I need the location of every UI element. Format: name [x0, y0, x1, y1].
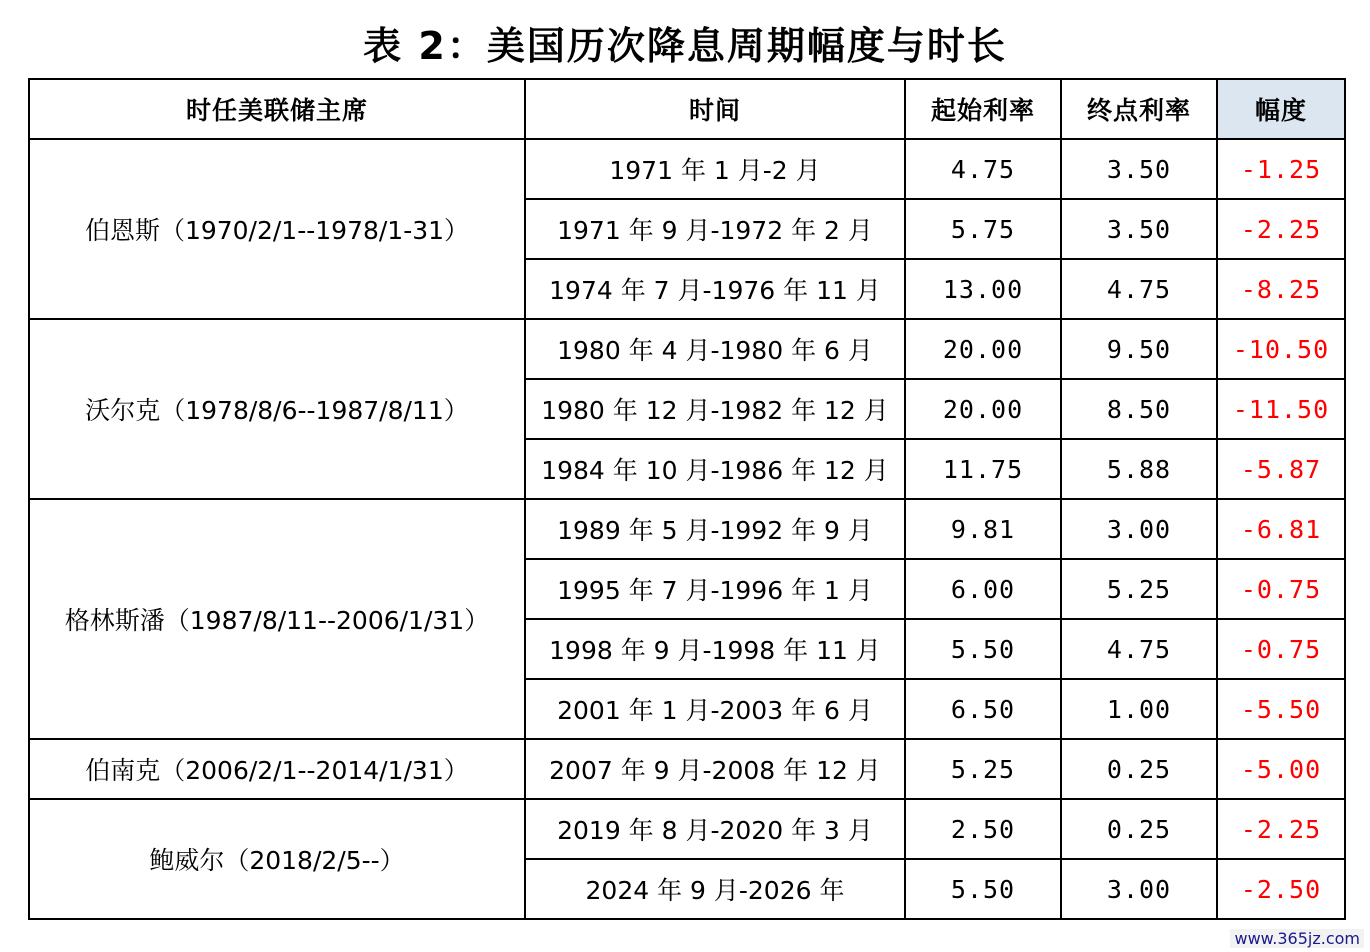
chair-name: 鲍威尔（2018/2/5--） [29, 799, 525, 919]
start-rate-cell: 9.81 [905, 499, 1061, 559]
start-rate-cell: 5.75 [905, 199, 1061, 259]
period-cell: 1980 年 12 月-1982 年 12 月 [525, 379, 905, 439]
change-cell: -8.25 [1217, 259, 1345, 319]
chair-name: 伯南克（2006/2/1--2014/1/31） [29, 739, 525, 799]
period-cell: 1971 年 9 月-1972 年 2 月 [525, 199, 905, 259]
change-cell: -10.50 [1217, 319, 1345, 379]
end-rate-cell: 3.00 [1061, 859, 1217, 919]
period-cell: 2019 年 8 月-2020 年 3 月 [525, 799, 905, 859]
period-cell: 1980 年 4 月-1980 年 6 月 [525, 319, 905, 379]
change-cell: -5.87 [1217, 439, 1345, 499]
table-title: 表 2：美国历次降息周期幅度与时长 [363, 24, 1007, 68]
end-rate-cell: 3.50 [1061, 139, 1217, 199]
period-cell: 2007 年 9 月-2008 年 12 月 [525, 739, 905, 799]
start-rate-cell: 11.75 [905, 439, 1061, 499]
end-rate-cell: 5.25 [1061, 559, 1217, 619]
end-rate-cell: 1.00 [1061, 679, 1217, 739]
period-cell: 2001 年 1 月-2003 年 6 月 [525, 679, 905, 739]
header-end-rate: 终点利率 [1061, 79, 1217, 139]
end-rate-cell: 3.50 [1061, 199, 1217, 259]
start-rate-cell: 20.00 [905, 319, 1061, 379]
period-cell: 1989 年 5 月-1992 年 9 月 [525, 499, 905, 559]
change-cell: -0.75 [1217, 619, 1345, 679]
end-rate-cell: 4.75 [1061, 259, 1217, 319]
start-rate-cell: 2.50 [905, 799, 1061, 859]
end-rate-cell: 8.50 [1061, 379, 1217, 439]
header-change: 幅度 [1217, 79, 1345, 139]
header-start-rate: 起始利率 [905, 79, 1061, 139]
change-cell: -5.00 [1217, 739, 1345, 799]
change-cell: -2.25 [1217, 799, 1345, 859]
change-cell: -1.25 [1217, 139, 1345, 199]
end-rate-cell: 3.00 [1061, 499, 1217, 559]
start-rate-cell: 5.25 [905, 739, 1061, 799]
end-rate-cell: 0.25 [1061, 799, 1217, 859]
period-cell: 1971 年 1 月-2 月 [525, 139, 905, 199]
end-rate-cell: 0.25 [1061, 739, 1217, 799]
start-rate-cell: 5.50 [905, 619, 1061, 679]
start-rate-cell: 20.00 [905, 379, 1061, 439]
table-row [29, 739, 1345, 799]
period-cell: 1984 年 10 月-1986 年 12 月 [525, 439, 905, 499]
start-rate-cell: 4.75 [905, 139, 1061, 199]
start-rate-cell: 6.50 [905, 679, 1061, 739]
period-cell: 1998 年 9 月-1998 年 11 月 [525, 619, 905, 679]
table-row [29, 499, 1345, 559]
end-rate-cell: 9.50 [1061, 319, 1217, 379]
change-cell: -5.50 [1217, 679, 1345, 739]
chair-name: 伯恩斯（1970/2/1--1978/1-31） [29, 139, 525, 319]
chair-name: 沃尔克（1978/8/6--1987/8/11） [29, 319, 525, 499]
header-chair: 时任美联储主席 [29, 79, 525, 139]
change-cell: -2.25 [1217, 199, 1345, 259]
table-row [29, 799, 1345, 859]
change-cell: -2.50 [1217, 859, 1345, 919]
header-row [29, 79, 1345, 139]
start-rate-cell: 6.00 [905, 559, 1061, 619]
chair-name: 格林斯潘（1987/8/11--2006/1/31） [29, 499, 525, 739]
start-rate-cell: 13.00 [905, 259, 1061, 319]
watermark: www.365jz.com [1230, 929, 1364, 948]
header-period: 时间 [525, 79, 905, 139]
table-row [29, 139, 1345, 199]
period-cell: 1995 年 7 月-1996 年 1 月 [525, 559, 905, 619]
end-rate-cell: 4.75 [1061, 619, 1217, 679]
change-cell: -11.50 [1217, 379, 1345, 439]
period-cell: 2024 年 9 月-2026 年 [525, 859, 905, 919]
rate-cut-table [28, 78, 1346, 920]
change-cell: -6.81 [1217, 499, 1345, 559]
change-cell: -0.75 [1217, 559, 1345, 619]
end-rate-cell: 5.88 [1061, 439, 1217, 499]
start-rate-cell: 5.50 [905, 859, 1061, 919]
period-cell: 1974 年 7 月-1976 年 11 月 [525, 259, 905, 319]
table-row [29, 319, 1345, 379]
